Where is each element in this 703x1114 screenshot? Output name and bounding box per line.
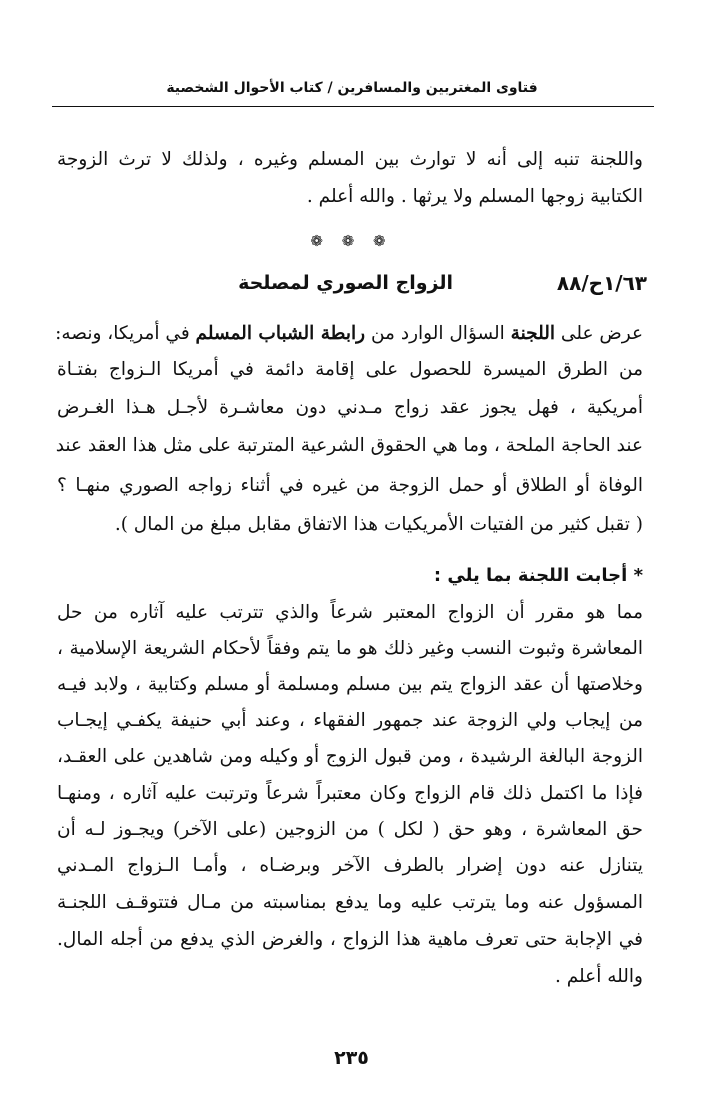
header-divider xyxy=(52,106,654,107)
fatwa-title: الزواج الصوري لمصلحة xyxy=(238,272,453,294)
association-name: رابطة الشباب المسلم xyxy=(195,323,366,344)
question-text: السؤال الوارد من xyxy=(365,323,511,344)
question-line-5: الوفاة أو الطلاق أو حمل الزوجة من غيره في أثناء زواجه الصوري منهـا ؟ xyxy=(57,475,643,496)
question-text: عرض على xyxy=(555,323,643,344)
answer-line-3: وخلاصتها أن عقد الزواج يتم بين مسلم ومسلمة أو مسلم وكتابية ، ولابد فيـه xyxy=(57,674,643,695)
answer-line-10: في الإجابة حتى تعرف ماهية هذا الزواج ، والغرض الذي يدفع من أجله المال. xyxy=(57,929,643,950)
answer-line-4: من إيجاب ولي الزوجة عند جمهور الفقهاء ، وعند أبي حنيفة يكفـي إيجـاب xyxy=(57,710,643,731)
answer-line-2: المعاشرة وثبوت النسب وغير ذلك هو ما يتم وفقاً لأحكام الشريعة الإسلامية ، xyxy=(57,638,643,659)
answer-line-5: الزوجة البالغة الرشيدة ، ومن قبول الزوج أو وكيله ومن شاهدين على العقـد، xyxy=(57,746,643,767)
answer-heading: * أجابت اللجنة بما يلي : xyxy=(433,565,643,586)
question-text: في أمريكا، ونصه: xyxy=(55,323,196,344)
fatwa-number: ١/٦٣ح/٨٨ xyxy=(556,271,647,295)
answer-line-1: مما هو مقرر أن الزواج المعتبر شرعاً والذي تترتب عليه آثاره من حل xyxy=(57,602,643,623)
committee-name: اللجنة xyxy=(510,323,556,344)
ornament-divider: ❁ ❁ ❁ xyxy=(310,232,393,250)
answer-line-6: فإذا ما اكتمل ذلك قام الزواج وكان معتبراً شرعاً وترتبت عليه آثاره ، ومنهـا xyxy=(57,783,643,804)
intro-line-2: الكتابية زوجها المسلم ولا يرثها . والله أعلم . xyxy=(306,186,643,207)
question-line-3: أمريكية ، فهل يجوز عقد زواج مـدني دون معاشـرة لأجـل هـذا الغـرض xyxy=(57,397,643,418)
intro-line-1: واللجنة تنبه إلى أنه لا توارث بين المسلم وغيره ، ولذلك لا ترث الزوجة xyxy=(57,149,643,170)
page-number: ٢٣٥ xyxy=(334,1047,369,1069)
answer-line-9: المسؤول عنه وما يترتب عليه وما يدفع بمناسبته من مـال فتتوقـف اللجنـة xyxy=(57,892,643,913)
question-line-2: من الطرق الميسرة للحصول على إقامة دائمة في أمريكا الـزواج بفتـاة xyxy=(57,359,643,380)
answer-line-8: يتنازل عنه دون إضرار بالطرف الآخر وبرضـاه ، وأمـا الـزواج المـدني xyxy=(57,855,643,876)
answer-line-7: حق المعاشرة ، وهو حق ( لكل ) من الزوجين (على الآخر) ويجـوز لـه أن xyxy=(57,819,643,840)
question-line-1 xyxy=(57,319,643,349)
running-header: فتاوى المغتربين والمسافرين / كتاب الأحوال الشخصية xyxy=(166,80,538,96)
question-line-4: عند الحاجة الملحة ، وما هي الحقوق الشرعية المترتبة على مثل هذا العقد عند xyxy=(55,435,643,456)
question-line-6: ( تقبل كثير من الفتيات الأمريكيات هذا الاتفاق مقابل مبلغ من المال ). xyxy=(114,514,643,535)
answer-line-11: والله أعلم . xyxy=(554,966,643,987)
